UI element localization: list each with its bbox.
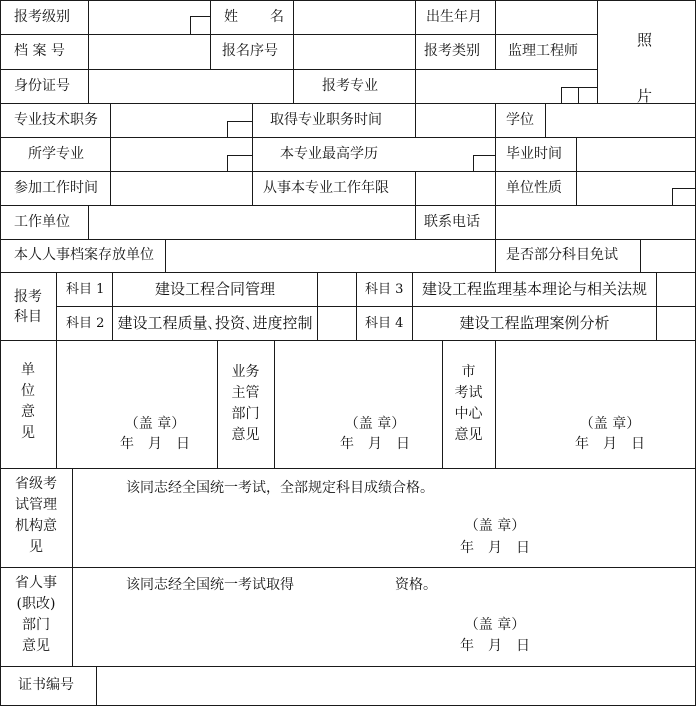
subject-3-checkbox[interactable] [657, 273, 694, 305]
grid-line [210, 34, 211, 69]
grid-line [0, 340, 696, 341]
grid-line [252, 171, 253, 205]
photo-label-part1: 照 [637, 31, 653, 49]
city-seal: （盖 章） [579, 416, 641, 432]
name-label-part1: 姓 [224, 9, 238, 25]
studied-major-label: 所学专业 [28, 146, 84, 162]
provincial-statement: 该同志经全国统一考试，全部规定科目成绩合格。 [126, 480, 434, 496]
file-number-field[interactable] [89, 35, 209, 68]
subject-4-name: 建设工程监理案例分析 [459, 314, 610, 332]
tick-mark [672, 188, 695, 189]
city-opinion-label: 市 考试 中心 意见 [454, 364, 483, 443]
exam-level-label: 报考级别 [14, 9, 70, 25]
grid-line [0, 468, 696, 469]
dept-opinion-label: 业务 主管 部门 意见 [231, 364, 260, 443]
tick-mark [473, 155, 474, 171]
registration-seq-label: 报名序号 [222, 43, 278, 59]
grid-line [356, 272, 357, 340]
exam-major-field[interactable] [416, 70, 596, 102]
certificate-number-field[interactable] [97, 667, 694, 704]
registration-seq-field[interactable] [294, 35, 414, 68]
subject-1-checkbox[interactable] [318, 273, 355, 305]
provincial-opinion-label: 省级考 试管理 机构意 见 [15, 476, 57, 555]
work-start-field[interactable] [111, 172, 251, 204]
phone-label: 联系电话 [424, 214, 480, 230]
subjects-label-part2: 科目 [14, 309, 42, 325]
grid-line [597, 0, 598, 103]
subject-1-name: 建设工程合同管理 [154, 280, 275, 298]
grid-line [495, 103, 496, 137]
phone-field[interactable] [496, 206, 694, 238]
subject-3-name: 建设工程监理基本理论与相关法规 [421, 280, 647, 298]
unit-seal: （盖 章） [124, 416, 186, 432]
subject-1-label: 科目 1 [66, 282, 105, 297]
grid-line [56, 340, 57, 468]
grid-line [56, 272, 57, 340]
unit-opinion-label: 单 位 意 见 [21, 362, 35, 441]
personnel-statement-part1: 该同志经全国统一考试取得 [126, 577, 294, 593]
grid-line [56, 306, 696, 307]
exam-level-field[interactable] [89, 1, 189, 34]
technical-title-label: 专业技术职务 [14, 112, 98, 128]
grid-line [415, 0, 416, 34]
grid-line [252, 103, 253, 137]
personnel-date: 年 月 日 [460, 638, 530, 654]
work-unit-label: 工作单位 [14, 214, 70, 230]
subject-2-label: 科目 2 [66, 316, 105, 331]
grid-line [72, 468, 73, 666]
photo-label-part2: 片 [637, 87, 653, 105]
unit-date: 年 月 日 [120, 436, 190, 452]
tick-mark [227, 121, 228, 137]
graduation-time-field[interactable] [577, 138, 694, 170]
work-start-label: 参加工作时间 [14, 180, 98, 196]
tick-mark [473, 155, 495, 156]
grid-line [495, 137, 496, 171]
tick-mark [672, 188, 673, 205]
grid-line [495, 34, 496, 69]
grid-line [274, 340, 275, 468]
highest-education-label: 本专业最高学历 [280, 146, 378, 162]
archive-unit-field[interactable] [166, 240, 494, 271]
tick-mark [227, 155, 252, 156]
title-obtained-time-label: 取得专业职务时间 [270, 112, 382, 128]
provincial-seal: （盖 章） [464, 518, 526, 534]
grid-line [415, 205, 416, 239]
exam-category-value[interactable]: 监理工程师 [508, 43, 578, 59]
tick-mark [190, 16, 191, 34]
grid-line [0, 567, 696, 568]
title-obtained-time-field[interactable] [416, 104, 494, 136]
studied-major-field[interactable] [111, 138, 226, 170]
id-number-label: 身份证号 [14, 78, 70, 94]
tick-mark [190, 16, 210, 17]
birth-date-field[interactable] [496, 1, 596, 34]
personnel-statement-part2: 资格。 [395, 577, 437, 593]
unit-type-label: 单位性质 [506, 180, 562, 196]
graduation-time-label: 毕业时间 [506, 146, 562, 162]
unit-type-field[interactable] [577, 172, 671, 204]
tick-mark [227, 155, 228, 171]
grid-line [495, 171, 496, 205]
personnel-seal: （盖 章） [464, 617, 526, 633]
city-date: 年 月 日 [575, 436, 645, 452]
subject-3-label: 科目 3 [365, 282, 404, 297]
provincial-date: 年 月 日 [460, 540, 530, 556]
personnel-opinion-label: 省人事 (职改) 部门 意见 [15, 575, 57, 654]
subject-2-checkbox[interactable] [318, 307, 355, 339]
subjects-label-part1: 报考 [14, 289, 42, 305]
name-field[interactable] [294, 1, 414, 34]
grid-line [293, 69, 294, 103]
archive-unit-label: 本人人事档案存放单位 [14, 247, 154, 263]
grid-line [495, 340, 496, 468]
grid-line [252, 137, 253, 171]
grid-line [415, 34, 416, 69]
technical-title-field[interactable] [111, 104, 226, 136]
birth-date-label: 出生年月 [426, 9, 482, 25]
subject-4-checkbox[interactable] [657, 307, 694, 339]
subject-2-name: 建设工程质量､投资､进度控制 [117, 314, 313, 332]
work-years-label: 从事本专业工作年限 [263, 180, 389, 196]
degree-field[interactable] [546, 104, 694, 136]
exemption-field[interactable] [641, 240, 694, 271]
dept-date: 年 月 日 [340, 436, 410, 452]
degree-label: 学位 [506, 112, 534, 128]
tick-mark [227, 121, 252, 122]
exam-major-label: 报考专业 [322, 78, 378, 94]
certificate-number-label: 证书编号 [18, 677, 74, 693]
grid-line [495, 239, 496, 272]
subject-4-label: 科目 4 [365, 316, 404, 331]
exemption-label: 是否部分科目免试 [506, 247, 618, 263]
name-label-part2: 名 [270, 9, 284, 25]
file-number-label: 档 案 号 [14, 43, 65, 59]
dept-seal: （盖 章） [344, 416, 406, 432]
id-number-field[interactable] [89, 70, 292, 102]
grid-line [210, 0, 211, 34]
work-unit-field[interactable] [89, 206, 414, 238]
qualification-field[interactable] [316, 574, 392, 594]
work-years-field[interactable] [416, 172, 494, 204]
exam-category-label: 报考类别 [424, 43, 480, 59]
highest-education-field[interactable] [396, 138, 472, 170]
